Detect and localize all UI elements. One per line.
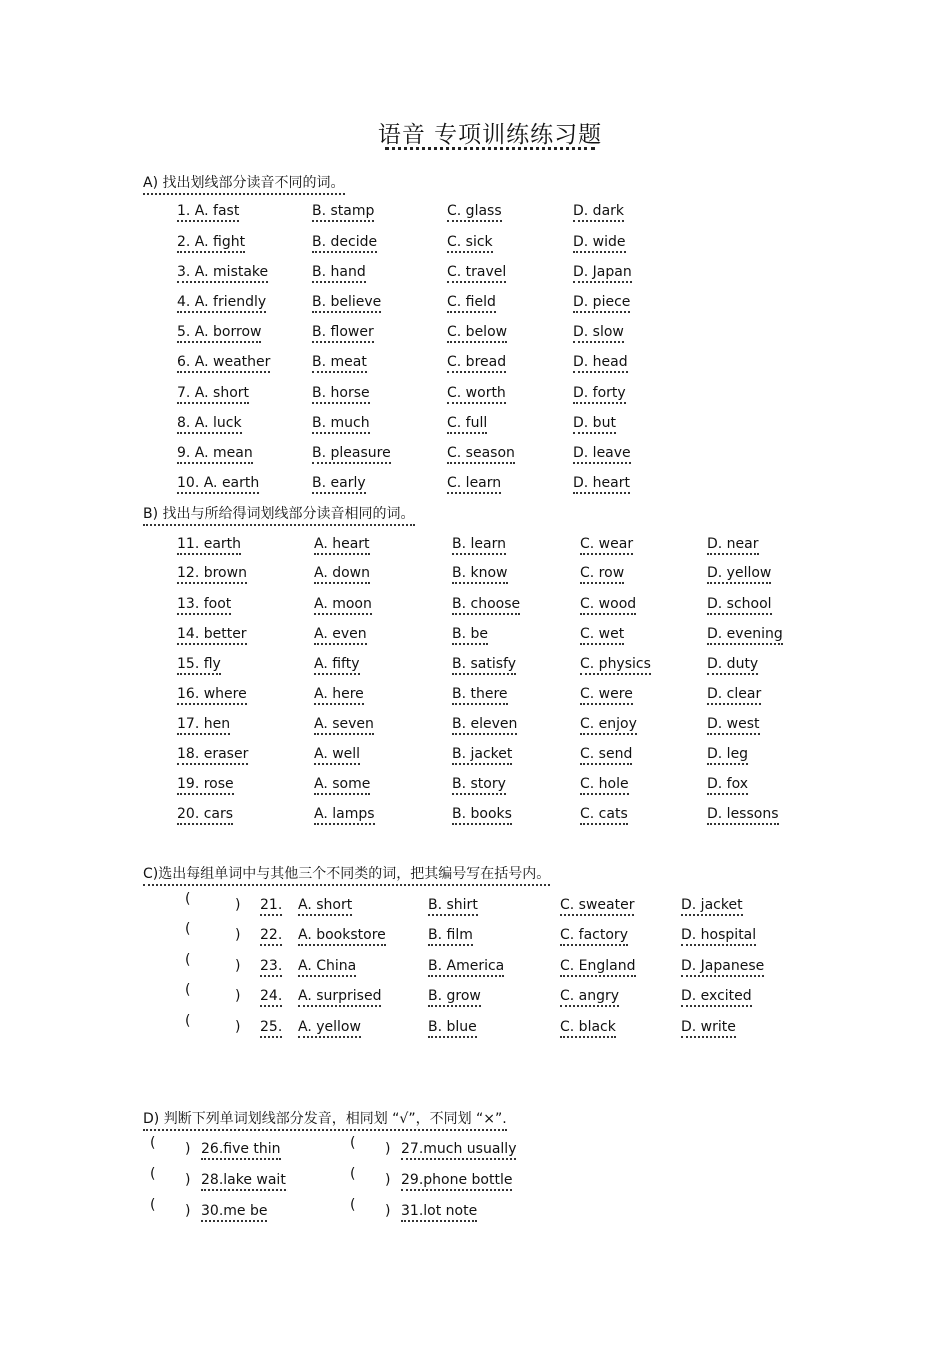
option-c: C. travel	[447, 264, 506, 283]
answer-bracket-open[interactable]: (	[150, 1135, 156, 1151]
option-d: D. school	[707, 596, 772, 615]
option-a: A. moon	[314, 596, 372, 615]
option-b: B. know	[452, 565, 508, 584]
answer-bracket-close[interactable]: )	[385, 1203, 391, 1219]
option-c: C. send	[580, 746, 632, 765]
option-a: 7. A. short	[177, 385, 249, 404]
option-d: D. slow	[573, 324, 624, 343]
option-c: C. wear	[580, 536, 633, 555]
option-d: D. forty	[573, 385, 626, 404]
option-d: D. leave	[573, 445, 631, 464]
option-b: B. grow	[428, 988, 481, 1007]
option-a: A. some	[314, 776, 370, 795]
option-b: B. hand	[312, 264, 366, 283]
option-d: D. clear	[707, 686, 761, 705]
option-d: D. lessons	[707, 806, 779, 825]
answer-bracket-close[interactable]: )	[235, 927, 241, 943]
question-word: 15. fly	[177, 656, 221, 675]
option-a: 3. A. mistake	[177, 264, 268, 283]
option-a: A. down	[314, 565, 370, 584]
answer-bracket-open[interactable]: (	[185, 952, 191, 968]
answer-bracket-open[interactable]: (	[150, 1197, 156, 1213]
option-a: A. well	[314, 746, 360, 765]
option-b: B. story	[452, 776, 506, 795]
option-d: D. excited	[681, 988, 752, 1007]
option-b: B. choose	[452, 596, 520, 615]
question-number: 25.	[260, 1019, 282, 1038]
item-left: 28.lake wait	[201, 1172, 286, 1191]
option-b: B. learn	[452, 536, 506, 555]
option-b: B. be	[452, 626, 488, 645]
question-word: 17. hen	[177, 716, 230, 735]
item-right: 27.much usually	[401, 1141, 516, 1160]
answer-bracket-open[interactable]: (	[150, 1166, 156, 1182]
option-a: 4. A. friendly	[177, 294, 266, 313]
option-d: D. heart	[573, 475, 630, 494]
option-a: A. heart	[314, 536, 370, 555]
option-c: C. below	[447, 324, 507, 343]
option-c: C. wet	[580, 626, 624, 645]
option-d: D. hospital	[681, 927, 756, 946]
question-number: 21.	[260, 897, 282, 916]
answer-bracket-close[interactable]: )	[235, 988, 241, 1004]
option-a: A. China	[298, 958, 356, 977]
option-c: C. worth	[447, 385, 506, 404]
option-c: C. learn	[447, 475, 501, 494]
option-c: C. full	[447, 415, 487, 434]
answer-bracket-open[interactable]: (	[185, 982, 191, 998]
option-b: B. horse	[312, 385, 370, 404]
question-word: 16. where	[177, 686, 247, 705]
option-b: B. much	[312, 415, 370, 434]
option-d: D. yellow	[707, 565, 771, 584]
option-b: B. stamp	[312, 203, 374, 222]
option-b: B. meat	[312, 354, 367, 373]
section-c-heading: C)选出每组单词中与其他三个不同类的词，把其编号写在括号内。	[143, 863, 550, 886]
option-a: A. lamps	[314, 806, 375, 825]
question-word: 12. brown	[177, 565, 247, 584]
option-d: D. piece	[573, 294, 630, 313]
option-d: D. dark	[573, 203, 624, 222]
question-word: 18. eraser	[177, 746, 248, 765]
option-a: 5. A. borrow	[177, 324, 261, 343]
option-d: D. head	[573, 354, 628, 373]
answer-bracket-open[interactable]: (	[350, 1197, 356, 1213]
option-c: C. England	[560, 958, 636, 977]
option-a: 9. A. mean	[177, 445, 253, 464]
question-word: 13. foot	[177, 596, 231, 615]
option-c: C. were	[580, 686, 633, 705]
option-c: C. glass	[447, 203, 502, 222]
option-a: 6. A. weather	[177, 354, 270, 373]
option-b: B. early	[312, 475, 366, 494]
option-a: 1. A. fast	[177, 203, 239, 222]
page-title: 语音 专项训练练习题	[377, 122, 603, 148]
item-left: 30.me be	[201, 1203, 267, 1222]
option-d: D. Japanese	[681, 958, 764, 977]
answer-bracket-close[interactable]: )	[235, 958, 241, 974]
question-number: 22.	[260, 927, 282, 946]
option-c: C. factory	[560, 927, 628, 946]
option-b: B. decide	[312, 234, 377, 253]
option-b: B. pleasure	[312, 445, 391, 464]
question-number: 24.	[260, 988, 282, 1007]
option-a: 10. A. earth	[177, 475, 259, 494]
answer-bracket-close[interactable]: )	[235, 897, 241, 913]
option-d: D. duty	[707, 656, 758, 675]
answer-bracket-close[interactable]: )	[185, 1172, 191, 1188]
option-a: 2. A. fight	[177, 234, 245, 253]
answer-bracket-close[interactable]: )	[185, 1141, 191, 1157]
option-b: B. film	[428, 927, 473, 946]
answer-bracket-open[interactable]: (	[185, 921, 191, 937]
option-c: C. sick	[447, 234, 493, 253]
option-b: B. there	[452, 686, 508, 705]
option-c: C. enjoy	[580, 716, 637, 735]
option-a: A. bookstore	[298, 927, 386, 946]
option-c: C. row	[580, 565, 624, 584]
answer-bracket-open[interactable]: (	[185, 1013, 191, 1029]
question-word: 11. earth	[177, 536, 241, 555]
option-c: C. cats	[580, 806, 628, 825]
option-c: C. wood	[580, 596, 636, 615]
answer-bracket-close[interactable]: )	[235, 1019, 241, 1035]
option-d: D. leg	[707, 746, 748, 765]
option-a: 8. A. luck	[177, 415, 242, 434]
option-a: A. here	[314, 686, 364, 705]
option-c: C. bread	[447, 354, 506, 373]
option-d: D. but	[573, 415, 616, 434]
option-b: B. books	[452, 806, 512, 825]
answer-bracket-close[interactable]: )	[185, 1203, 191, 1219]
option-d: D. fox	[707, 776, 748, 795]
option-b: B. believe	[312, 294, 381, 313]
section-a-heading: A) 找出划线部分读音不同的词。	[143, 172, 345, 195]
option-d: D. Japan	[573, 264, 632, 283]
option-c: C. black	[560, 1019, 616, 1038]
option-b: B. blue	[428, 1019, 477, 1038]
option-a: A. fifty	[314, 656, 360, 675]
answer-bracket-close[interactable]: )	[385, 1172, 391, 1188]
option-d: D. near	[707, 536, 759, 555]
option-d: D. jacket	[681, 897, 743, 916]
answer-bracket-close[interactable]: )	[385, 1141, 391, 1157]
option-c: C. physics	[580, 656, 651, 675]
item-left: 26.five thin	[201, 1141, 281, 1160]
option-a: A. short	[298, 897, 352, 916]
option-c: C. field	[447, 294, 496, 313]
option-d: D. west	[707, 716, 760, 735]
option-c: C. sweater	[560, 897, 634, 916]
question-word: 19. rose	[177, 776, 234, 795]
option-b: B. flower	[312, 324, 374, 343]
section-d-heading: D) 判断下列单词划线部分发音，相同划 “√”，不同划 “×”.	[143, 1108, 507, 1131]
item-right: 31.lot note	[401, 1203, 477, 1222]
option-a: A. yellow	[298, 1019, 361, 1038]
option-a: A. surprised	[298, 988, 381, 1007]
item-right: 29.phone bottle	[401, 1172, 512, 1191]
option-d: D. write	[681, 1019, 736, 1038]
option-a: A. even	[314, 626, 367, 645]
question-word: 14. better	[177, 626, 247, 645]
option-b: B. satisfy	[452, 656, 516, 675]
option-b: B. shirt	[428, 897, 478, 916]
answer-bracket-open[interactable]: (	[350, 1135, 356, 1151]
option-d: D. wide	[573, 234, 626, 253]
option-b: B. jacket	[452, 746, 512, 765]
title-dots	[385, 147, 595, 150]
answer-bracket-open[interactable]: (	[185, 891, 191, 907]
answer-bracket-open[interactable]: (	[350, 1166, 356, 1182]
section-b-heading: B) 找出与所给得词划线部分读音相同的词。	[143, 503, 415, 526]
option-c: C. hole	[580, 776, 629, 795]
option-b: B. eleven	[452, 716, 517, 735]
option-a: A. seven	[314, 716, 374, 735]
question-number: 23.	[260, 958, 282, 977]
option-c: C. season	[447, 445, 515, 464]
question-word: 20. cars	[177, 806, 233, 825]
option-c: C. angry	[560, 988, 619, 1007]
option-d: D. evening	[707, 626, 783, 645]
option-b: B. America	[428, 958, 504, 977]
